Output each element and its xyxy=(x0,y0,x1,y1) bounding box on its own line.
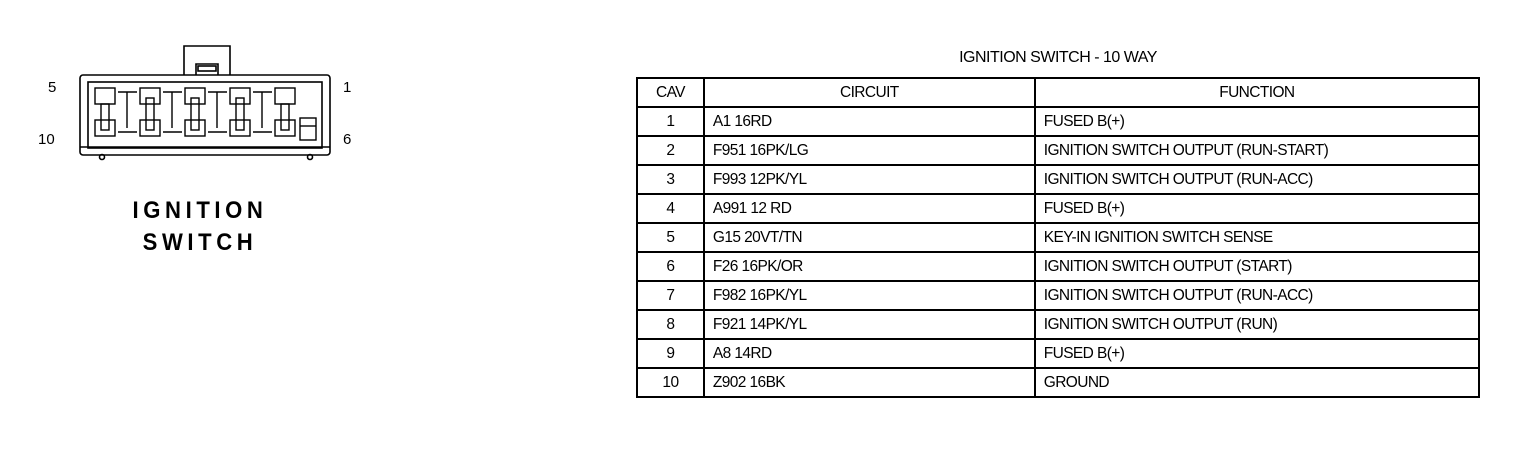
circuit-cell: G15 20VT/TN xyxy=(704,223,1035,252)
table-row xyxy=(637,194,1479,223)
cav-cell: 8 xyxy=(637,310,704,339)
connector-caption-line2: SWITCH xyxy=(142,229,258,256)
pin-label-bottom-right: 6 xyxy=(343,131,352,148)
pin-label-top-left: 5 xyxy=(48,79,57,96)
connector-caption-line1: IGNITION xyxy=(132,197,268,224)
circuit-cell: A1 16RD xyxy=(704,107,1035,136)
table-row xyxy=(637,310,1479,339)
table-row xyxy=(637,252,1479,281)
circuit-cell: A991 12 RD xyxy=(704,194,1035,223)
table-row xyxy=(637,165,1479,194)
circuit-cell: A8 14RD xyxy=(704,339,1035,368)
table-row xyxy=(637,223,1479,252)
cav-cell: 3 xyxy=(637,165,704,194)
function-cell: IGNITION SWITCH OUTPUT (RUN) xyxy=(1035,310,1479,339)
cav-cell: 6 xyxy=(637,252,704,281)
circuit-cell: F993 12PK/YL xyxy=(704,165,1035,194)
cav-cell: 4 xyxy=(637,194,704,223)
circuit-cell: F921 14PK/YL xyxy=(704,310,1035,339)
function-cell: IGNITION SWITCH OUTPUT (RUN-ACC) xyxy=(1035,165,1479,194)
table-body xyxy=(637,107,1479,397)
function-cell: IGNITION SWITCH OUTPUT (RUN-ACC) xyxy=(1035,281,1479,310)
header-circuit: CIRCUIT xyxy=(704,78,1035,107)
cav-cell: 7 xyxy=(637,281,704,310)
function-cell: IGNITION SWITCH OUTPUT (START) xyxy=(1035,252,1479,281)
header-cav: CAV xyxy=(637,78,704,107)
pin-label-bottom-left: 10 xyxy=(38,131,55,148)
cav-cell: 2 xyxy=(637,136,704,165)
circuit-cell: F982 16PK/YL xyxy=(704,281,1035,310)
table-row xyxy=(637,339,1479,368)
header-function: FUNCTION xyxy=(1035,78,1479,107)
circuit-cell: Z902 16BK xyxy=(704,368,1035,397)
function-cell: KEY-IN IGNITION SWITCH SENSE xyxy=(1035,223,1479,252)
function-cell: GROUND xyxy=(1035,368,1479,397)
terminal-cavities xyxy=(95,88,316,140)
function-cell: FUSED B(+) xyxy=(1035,194,1479,223)
cav-cell: 5 xyxy=(637,223,704,252)
cav-cell: 1 xyxy=(637,107,704,136)
circuit-cell: F951 16PK/LG xyxy=(704,136,1035,165)
pinout-table xyxy=(636,77,1480,398)
table-row xyxy=(637,107,1479,136)
cav-cell: 10 xyxy=(637,368,704,397)
circuit-cell: F26 16PK/OR xyxy=(704,252,1035,281)
pin-label-top-right: 1 xyxy=(343,79,352,96)
table-header-row xyxy=(637,78,1479,107)
function-cell: IGNITION SWITCH OUTPUT (RUN-START) xyxy=(1035,136,1479,165)
function-cell: FUSED B(+) xyxy=(1035,339,1479,368)
table-row xyxy=(637,136,1479,165)
function-cell: FUSED B(+) xyxy=(1035,107,1479,136)
table-row xyxy=(637,368,1479,397)
cav-cell: 9 xyxy=(637,339,704,368)
table-title: IGNITION SWITCH - 10 WAY xyxy=(959,49,1157,66)
table-row xyxy=(637,281,1479,310)
